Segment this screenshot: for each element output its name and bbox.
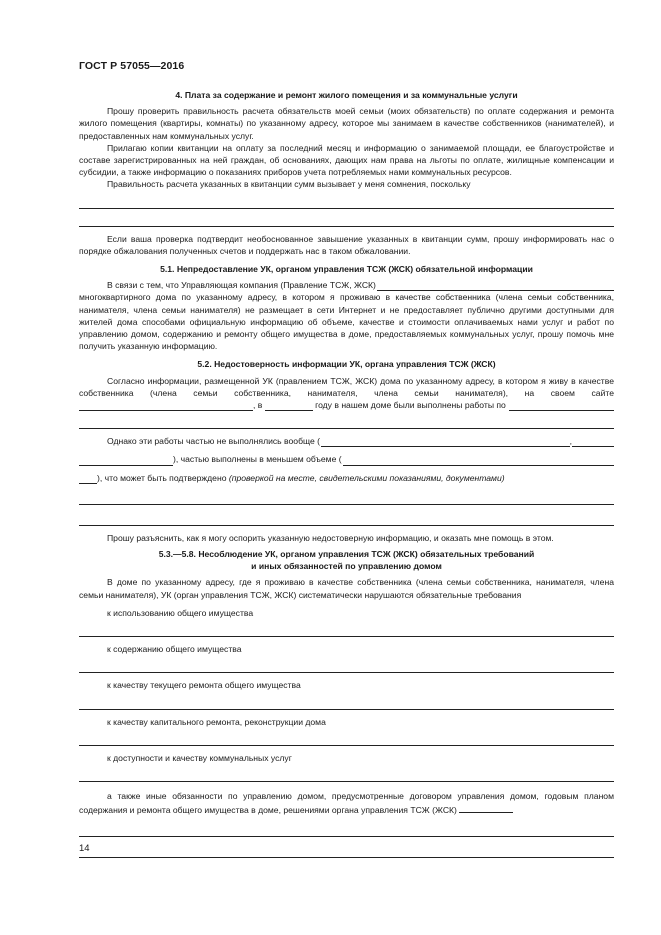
fill-line [265, 400, 313, 411]
section-5-2-comma: , [569, 436, 572, 447]
fill-line [79, 455, 173, 466]
fill-line [79, 400, 253, 411]
fill-line [79, 692, 614, 710]
fill-line [459, 802, 513, 813]
section-5-2-however: Однако эти работы частью не выполнялись вообще ( [107, 436, 320, 447]
fill-line [79, 655, 614, 673]
section-4-paragraph-1: Прошу проверить правильность расчета обязательств моей семьи (моих обязательств) по оплате содержания и ремонта жилого помещения (квартиры, комнаты) по указанному адресу, которое мы занимаем в качестве собственников (нанимателей), и предоставленных нам коммунальных услуг. [79, 106, 614, 141]
fill-line [79, 191, 614, 209]
section-5-2-in: , в [253, 400, 263, 411]
fill-line [79, 837, 614, 858]
section-5-1-lead: В связи с тем, что Управляющая компания (Правление ТСЖ, ЖСК) [107, 280, 376, 291]
requirement-item: к доступности и качеству коммунальных услуг [107, 752, 292, 763]
section-5-2-paragraph-3: Прошу разъяснить, как я могу оспорить указанную недостоверную информацию, и оказать мне помощь в этом. [107, 532, 554, 543]
section-5-2-confirm-methods: (проверкой на месте, свидетельскими показаниями, документами) [228, 472, 505, 483]
section-4-paragraph-3: Правильность расчета указанных в квитанции сумм вызывает у меня сомнения, поскольку [107, 179, 471, 190]
section-4-paragraph-2: Прилагаю копии квитанции на оплату за последний месяц и информацию о занимаемой площади, ее благоустройстве и составе зарегистрированных на ней граждан, об основаниях, дающих нам права на льготы по оплате, жилищные компенсации и субсидии, а также информацию о показаниях приборов учета потребляемых нами коммунальных ресурсов. [79, 142, 614, 178]
fill-line [343, 455, 614, 466]
document-code: ГОСТ Р 57055—2016 [79, 60, 185, 72]
fill-line [321, 436, 570, 447]
requirement-item: к качеству текущего ремонта общего имущества [107, 680, 301, 691]
fill-line [79, 473, 97, 484]
fill-line [79, 209, 614, 227]
page-number: 14 [79, 843, 90, 854]
fill-line [377, 280, 614, 291]
section-4-paragraph-4: Если ваша проверка подтвердит необоснованное завышение указанных в квитанции сумм, прошу информировать нас о порядке обжалования полученных счетов и поддержать нас в таком обжаловании. [79, 233, 614, 256]
fill-line [79, 728, 614, 746]
section-5-2-paragraph-1: Согласно информации, размещенной УК (правлением ТСЖ, ЖСК) дома по указанному адресу, в котором я живу в качестве собственника (члена семьи собственника, нанимателя, члена семьи нанимателя), на своем сайте [79, 375, 614, 398]
section-5-3-paragraph-1: В доме по указанному адресу, где я проживаю в качестве собственника (члена семьи собственника, нанимателя, члена семьи нанимателя), УК (орган управления ТСЖ, ЖСК) систематически нарушаются обязательные требования [79, 577, 614, 600]
fill-line [79, 411, 614, 429]
requirement-item: к использованию общего имущества [107, 607, 254, 618]
section-5-1-title: 5.1. Непредоставление УК, органом управления ТСЖ (ЖСК) обязательной информации [160, 264, 533, 275]
requirement-item: к содержанию общего имущества [107, 644, 242, 655]
section-5-1-paragraph: многоквартирного дома по указанному адресу, в котором я проживаю в качестве собственника (члена семьи собственника, нанимателя, члена семьи нанимателя) не размещает в сети Интернет и не предоставляет публично другими доступными для жителей дома способами официальную информацию об объеме, качестве и стоимости оплачиваемых нами услуг и работ по управлению домом, содержанию и ремонту общего имущества в доме, предоставляемых коммунальных услуг, прошу помочь мне получить указанную информацию. [79, 292, 614, 352]
fill-line [79, 505, 614, 526]
section-5-2-partly: ), частью выполнены в меньшем объеме ( [173, 454, 342, 465]
fill-line [79, 816, 614, 837]
fill-line [509, 400, 614, 411]
section-5-3-paragraph-2 [79, 790, 614, 816]
section-5-2-confirm: ), что может быть подтверждено [97, 472, 227, 483]
section-5-3-paragraph-2-text: а также иные обязанности по управлению домом, предусмотренные договором управления домом, годовым планом содержания и ремонта общего имущества в доме, решениями органа управления ТСЖ (ЖСК) [79, 790, 614, 816]
page-content [79, 89, 614, 858]
fill-line [79, 484, 614, 505]
section-5-3-title-line-1: 5.3.—5.8. Несоблюдение УК, органом управления ТСЖ (ЖСК) обязательных требований [158, 549, 535, 560]
requirement-item: к качеству капитального ремонта, реконструкции дома [107, 716, 326, 727]
section-5-2-year-text: году в нашем доме были выполнены работы по [315, 400, 506, 411]
fill-line [569, 436, 614, 447]
fill-line [79, 764, 614, 782]
section-4-title: 4. Плата за содержание и ремонт жилого помещения и за коммунальные услуги [175, 90, 518, 100]
fill-line [79, 619, 614, 637]
section-5-3-title-line-2: и иных обязанностей по управлению домом [251, 561, 442, 572]
section-5-2-title: 5.2. Недостоверность информации УК, органа управления ТСЖ (ЖСК) [197, 359, 496, 370]
